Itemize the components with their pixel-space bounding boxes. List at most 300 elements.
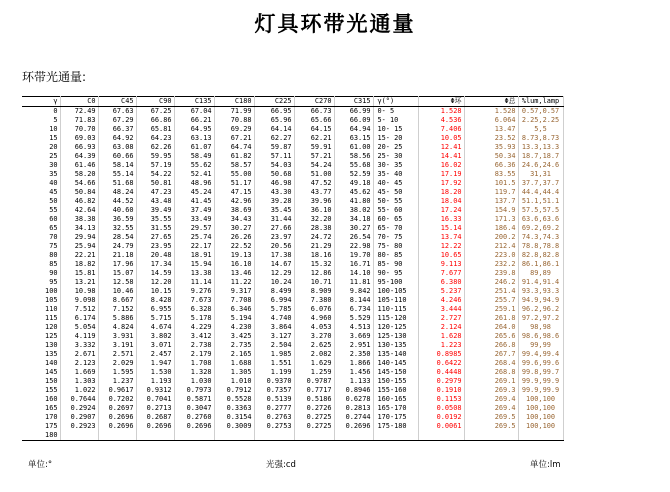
table-cell: 165: [22, 404, 60, 413]
table-cell: 61.82: [214, 152, 254, 161]
table-cell: 34.13: [60, 224, 98, 233]
table-cell: 12.58: [98, 278, 136, 287]
table-cell: 2.504: [254, 341, 294, 350]
table-cell: 43.77: [294, 188, 334, 197]
table-cell: 67.21: [214, 134, 254, 143]
table-cell: 2.25,2.25: [518, 116, 563, 125]
table-cell: 30: [22, 161, 60, 170]
table-cell: 4.230: [214, 323, 254, 332]
table-cell: 1.133: [334, 377, 373, 386]
table-cell: 38.02: [334, 206, 373, 215]
table-cell: 46.82: [60, 197, 98, 206]
table-cell: 180: [22, 431, 60, 441]
table-cell: 60.66: [98, 152, 136, 161]
table-cell: 74.3,74.3: [518, 233, 563, 242]
table-cell: 9.276: [174, 287, 214, 296]
table-cell: 18.04: [418, 197, 464, 206]
table-row: [22, 107, 563, 117]
table-cell: 50.34: [464, 152, 518, 161]
table-cell: 1.595: [98, 368, 136, 377]
table-row: [22, 368, 563, 377]
table-cell: 0.3009: [214, 422, 254, 431]
table-cell: 13.47: [464, 125, 518, 134]
table-cell: 11.14: [174, 278, 214, 287]
table-cell: 1.010: [214, 377, 254, 386]
table-cell: 66.73: [294, 107, 334, 117]
table-cell: 2.165: [214, 350, 254, 359]
table-cell: 29.94: [60, 233, 98, 242]
table-cell: 3.191: [98, 341, 136, 350]
table-cell: 17.34: [136, 260, 174, 269]
table-cell: 3.444: [418, 305, 464, 314]
table-cell: 8.499: [254, 287, 294, 296]
table-cell: [174, 431, 214, 441]
table-cell: 39.96: [294, 197, 334, 206]
table-cell: 8.144: [334, 296, 373, 305]
table-cell: 0.0508: [418, 404, 464, 413]
table-cell: 66.99: [334, 107, 373, 117]
table-row: [22, 143, 563, 152]
table-cell: 52.59: [334, 170, 373, 179]
table-row: [22, 179, 563, 188]
table-cell: 63.08: [98, 143, 136, 152]
table-cell: 13.3,13.3: [518, 143, 563, 152]
table-cell: 17.92: [418, 179, 464, 188]
table-row: [22, 215, 563, 224]
table-row: [22, 431, 563, 441]
table-cell: 58.20: [60, 170, 98, 179]
table-cell: 38.38: [60, 215, 98, 224]
table-cell: 36.59: [98, 215, 136, 224]
table-cell: 59.95: [136, 152, 174, 161]
table-cell: 57.5,57.5: [518, 206, 563, 215]
table-cell: 2.082: [294, 350, 334, 359]
table-cell: 85: [22, 260, 60, 269]
table-cell: 0.2777: [254, 404, 294, 413]
table-cell: 37.7,37.7: [518, 179, 563, 188]
table-cell: 50- 55: [373, 197, 418, 206]
table-cell: 18.82: [60, 260, 98, 269]
table-cell: 7.406: [418, 125, 464, 134]
table-cell: 269.4: [464, 404, 518, 413]
table-cell: 47.23: [136, 188, 174, 197]
table-cell: 18.7,18.7: [518, 152, 563, 161]
table-row: [22, 314, 563, 323]
table-cell: 268.4: [464, 359, 518, 368]
table-cell: 63.13: [174, 134, 214, 143]
table-cell: 1.688: [214, 359, 254, 368]
table-cell: 0.9370: [254, 377, 294, 386]
table-cell: 2.625: [294, 341, 334, 350]
table-cell: 4.536: [418, 116, 464, 125]
table-cell: 31,31: [518, 170, 563, 179]
table-cell: 5.529: [334, 314, 373, 323]
table-cell: 1.628: [418, 332, 464, 341]
table-cell: 72.49: [60, 107, 98, 117]
table-cell: 6.076: [294, 305, 334, 314]
table-cell: 3.669: [334, 332, 373, 341]
table-cell: 65: [22, 224, 60, 233]
table-cell: 40- 45: [373, 179, 418, 188]
table-cell: 0.6278: [334, 395, 373, 404]
table-cell: 51.1,51.1: [518, 197, 563, 206]
column-header: C45: [98, 97, 136, 107]
table-cell: 2.123: [60, 359, 98, 368]
table-row: [22, 206, 563, 215]
table-row: [22, 188, 563, 197]
table-cell: 170: [22, 413, 60, 422]
table-cell: [373, 431, 418, 441]
table-cell: 42.64: [60, 206, 98, 215]
table-cell: 4.674: [136, 323, 174, 332]
table-cell: 30.27: [334, 224, 373, 233]
table-cell: [334, 431, 373, 441]
table-cell: 24.79: [98, 242, 136, 251]
table-cell: 35.55: [136, 215, 174, 224]
table-row: [22, 269, 563, 278]
table-cell: 137.7: [464, 197, 518, 206]
table-cell: 8.428: [136, 296, 174, 305]
table-cell: 95: [22, 278, 60, 287]
table-row: [22, 359, 563, 368]
table-cell: 45: [22, 188, 60, 197]
table-cell: 1.237: [98, 377, 136, 386]
table-row: [22, 413, 563, 422]
table-cell: 70.70: [60, 125, 98, 134]
table-cell: 24.72: [294, 233, 334, 242]
table-cell: 0.5186: [294, 395, 334, 404]
table-cell: 269.3: [464, 386, 518, 395]
table-cell: 23.97: [254, 233, 294, 242]
table-cell: 1.223: [418, 341, 464, 350]
table-cell: 6.328: [174, 305, 214, 314]
table-cell: 0.2696: [136, 422, 174, 431]
table-cell: 2.457: [136, 350, 174, 359]
table-cell: 8.909: [294, 287, 334, 296]
table-cell: 31.44: [254, 215, 294, 224]
table-cell: 0.2753: [254, 422, 294, 431]
table-cell: 16.71: [334, 260, 373, 269]
table-cell: 4.119: [60, 332, 98, 341]
table-cell: 54.22: [136, 170, 174, 179]
table-row: [22, 350, 563, 359]
table-cell: 35.93: [464, 143, 518, 152]
table-cell: 0.3154: [214, 413, 254, 422]
table-cell: 64.94: [334, 125, 373, 134]
intensity-unit-label: 光强:cd: [266, 460, 296, 470]
table-cell: 27.65: [136, 233, 174, 242]
table-cell: 246.2: [464, 278, 518, 287]
table-cell: 64.15: [294, 125, 334, 134]
table-cell: 47.52: [294, 179, 334, 188]
table-cell: 48.96: [174, 179, 214, 188]
table-cell: 160: [22, 395, 60, 404]
table-cell: 7.677: [418, 269, 464, 278]
table-cell: 212.4: [464, 242, 518, 251]
table-cell: 1.528: [464, 107, 518, 117]
table-cell: 64.39: [60, 152, 98, 161]
table-cell: 15.32: [294, 260, 334, 269]
column-header: %lum,lamp: [518, 97, 563, 107]
table-cell: 50: [22, 197, 60, 206]
table-cell: 91.4,91.4: [518, 278, 563, 287]
table-row: [22, 170, 563, 179]
table-cell: 115: [22, 314, 60, 323]
table-cell: 1.947: [136, 359, 174, 368]
zonal-flux-table: [22, 96, 564, 441]
table-cell: 38.69: [214, 206, 254, 215]
table-cell: 44.4,44.4: [518, 188, 563, 197]
table-cell: 0.2744: [334, 413, 373, 422]
table-cell: 50.81: [136, 179, 174, 188]
table-cell: 10.46: [98, 287, 136, 296]
table-cell: 0.2725: [294, 422, 334, 431]
table-cell: 23.95: [136, 242, 174, 251]
table-cell: 26.26: [214, 233, 254, 242]
table-cell: 61.00: [334, 143, 373, 152]
table-cell: 100,100: [518, 395, 563, 404]
table-cell: 4.960: [294, 314, 334, 323]
table-cell: 34.18: [334, 215, 373, 224]
table-cell: 1.259: [294, 368, 334, 377]
table-cell: 1.530: [136, 368, 174, 377]
table-cell: 259.1: [464, 305, 518, 314]
table-cell: 1.193: [136, 377, 174, 386]
table-cell: 140: [22, 359, 60, 368]
table-cell: 65- 70: [373, 224, 418, 233]
table-cell: 63.15: [334, 134, 373, 143]
table-cell: 50.84: [60, 188, 98, 197]
table-cell: 11.22: [214, 278, 254, 287]
table-cell: 67.04: [174, 107, 214, 117]
table-cell: 3.931: [98, 332, 136, 341]
table-cell: 10.98: [60, 287, 98, 296]
table-cell: 99.8,99.7: [518, 368, 563, 377]
table-cell: 93.3,93.3: [518, 287, 563, 296]
table-cell: 268.8: [464, 368, 518, 377]
table-cell: 60- 65: [373, 215, 418, 224]
table-cell: 5,5: [518, 125, 563, 134]
table-cell: 5.194: [214, 314, 254, 323]
table-cell: 70: [22, 233, 60, 242]
table-cell: 28.38: [294, 224, 334, 233]
table-cell: 25.74: [174, 233, 214, 242]
column-header: C135: [174, 97, 214, 107]
table-cell: 15: [22, 134, 60, 143]
table-row: [22, 341, 563, 350]
table-cell: 78.8,78.8: [518, 242, 563, 251]
table-cell: 95-100: [373, 278, 418, 287]
table-cell: 62.26: [136, 143, 174, 152]
table-cell: 25: [22, 152, 60, 161]
table-cell: 18.20: [418, 188, 464, 197]
table-cell: 0.0061: [418, 422, 464, 431]
table-cell: 21.18: [98, 251, 136, 260]
table-cell: 4.053: [294, 323, 334, 332]
table-cell: 14.59: [136, 269, 174, 278]
table-cell: 55.14: [98, 170, 136, 179]
table-cell: 4.246: [418, 296, 464, 305]
table-cell: 223.0: [464, 251, 518, 260]
table-cell: 1.708: [174, 359, 214, 368]
table-cell: 35: [22, 170, 60, 179]
table-cell: 66.95: [254, 107, 294, 117]
table-cell: 86.1,86.1: [518, 260, 563, 269]
table-cell: 239.8: [464, 269, 518, 278]
table-cell: 5.237: [418, 287, 464, 296]
table-cell: 89,89: [518, 269, 563, 278]
table-cell: 9.317: [214, 287, 254, 296]
table-cell: 14.67: [254, 260, 294, 269]
table-cell: 35.45: [254, 206, 294, 215]
table-cell: 155: [22, 386, 60, 395]
table-cell: 65.96: [254, 116, 294, 125]
table-cell: 36.10: [294, 206, 334, 215]
table-cell: 71.99: [214, 107, 254, 117]
table-cell: 55- 60: [373, 206, 418, 215]
table-cell: 98,98: [518, 323, 563, 332]
table-cell: 4.513: [334, 323, 373, 332]
table-cell: 19.70: [334, 251, 373, 260]
table-cell: 10.71: [294, 278, 334, 287]
table-cell: 3.127: [254, 332, 294, 341]
table-cell: 19.13: [214, 251, 254, 260]
table-cell: 26.54: [334, 233, 373, 242]
table-cell: 63.6,63.6: [518, 215, 563, 224]
table-cell: 269.1: [464, 377, 518, 386]
table-cell: 0.7202: [98, 395, 136, 404]
table-cell: 55: [22, 206, 60, 215]
table-cell: 15.81: [60, 269, 98, 278]
table-cell: 13.46: [214, 269, 254, 278]
table-cell: 5: [22, 116, 60, 125]
table-cell: 1.551: [254, 359, 294, 368]
table-cell: 66.37: [98, 125, 136, 134]
table-cell: 75- 80: [373, 242, 418, 251]
column-header: γ(°): [373, 97, 418, 107]
table-cell: 0.9617: [98, 386, 136, 395]
table-cell: 2.727: [418, 314, 464, 323]
table-cell: 66.21: [174, 116, 214, 125]
table-cell: 55.62: [174, 161, 214, 170]
table-cell: 0.2726: [294, 404, 334, 413]
table-cell: 51.68: [98, 179, 136, 188]
table-cell: 33.49: [174, 215, 214, 224]
column-header: C315: [334, 97, 373, 107]
table-cell: 65.81: [136, 125, 174, 134]
table-cell: 2.951: [334, 341, 373, 350]
table-cell: 10.05: [418, 134, 464, 143]
table-cell: 5.054: [60, 323, 98, 332]
table-cell: 145-150: [373, 368, 418, 377]
table-cell: 9.842: [334, 287, 373, 296]
table-cell: 0.6422: [418, 359, 464, 368]
table-cell: 1.022: [60, 386, 98, 395]
table-cell: 30- 35: [373, 161, 418, 170]
table-cell: 10- 15: [373, 125, 418, 134]
table-cell: 7.380: [294, 296, 334, 305]
table-row: [22, 287, 563, 296]
table-cell: 0.0192: [418, 413, 464, 422]
table-cell: 29.57: [174, 224, 214, 233]
table-row: [22, 242, 563, 251]
table-cell: 160-165: [373, 395, 418, 404]
table-cell: 150: [22, 377, 60, 386]
table-cell: 9.113: [418, 260, 464, 269]
table-cell: 22.21: [60, 251, 98, 260]
table-cell: 51.17: [214, 179, 254, 188]
table-cell: 2.124: [418, 323, 464, 332]
table-cell: 12.22: [418, 242, 464, 251]
table-row: [22, 422, 563, 431]
table-cell: 1.528: [418, 107, 464, 117]
table-cell: 99.4,99.4: [518, 350, 563, 359]
table-cell: 16.33: [418, 215, 464, 224]
table-cell: 35- 40: [373, 170, 418, 179]
flux-unit-label: 单位:lm: [530, 460, 561, 470]
table-cell: 0.2696: [174, 422, 214, 431]
table-cell: 15.14: [418, 224, 464, 233]
table-cell: 57.19: [136, 161, 174, 170]
table-cell: 0.7644: [60, 395, 98, 404]
column-header: C225: [254, 97, 294, 107]
table-cell: 2.029: [98, 359, 136, 368]
table-cell: 59.91: [294, 143, 334, 152]
table-cell: 31.55: [136, 224, 174, 233]
table-cell: 7.512: [60, 305, 98, 314]
table-cell: 0.2923: [60, 422, 98, 431]
column-header: γ: [22, 97, 60, 107]
table-cell: 20: [22, 143, 60, 152]
table-cell: 0.2696: [334, 422, 373, 431]
table-cell: 12.29: [254, 269, 294, 278]
table-cell: [518, 431, 563, 441]
table-cell: 10: [22, 125, 60, 134]
table-cell: 4.229: [174, 323, 214, 332]
table-cell: 57.11: [254, 152, 294, 161]
table-cell: 0.1910: [418, 386, 464, 395]
table-cell: 21.29: [294, 242, 334, 251]
table-row: [22, 134, 563, 143]
table-cell: 90- 95: [373, 269, 418, 278]
table-cell: 1.456: [334, 368, 373, 377]
table-cell: 10.24: [254, 278, 294, 287]
table-cell: [136, 431, 174, 441]
table-cell: 66.93: [60, 143, 98, 152]
table-cell: 98.6,98.6: [518, 332, 563, 341]
table-row: [22, 305, 563, 314]
table-cell: 49.18: [334, 179, 373, 188]
table-cell: 54.66: [60, 179, 98, 188]
table-cell: 0.2696: [98, 422, 136, 431]
table-cell: 5- 10: [373, 116, 418, 125]
table-cell: [418, 431, 464, 441]
column-header: C180: [214, 97, 254, 107]
table-cell: 2.735: [214, 341, 254, 350]
table-cell: 1.866: [334, 359, 373, 368]
table-cell: 7.708: [214, 296, 254, 305]
table-cell: 13.21: [60, 278, 98, 287]
table-cell: 96.2,96.2: [518, 305, 563, 314]
table-cell: 6.346: [214, 305, 254, 314]
table-cell: 0.3047: [174, 404, 214, 413]
table-cell: 110-115: [373, 305, 418, 314]
table-cell: 90: [22, 269, 60, 278]
table-cell: 25.94: [60, 242, 98, 251]
table-cell: 2.179: [174, 350, 214, 359]
table-cell: 60: [22, 215, 60, 224]
table-cell: 45.24: [174, 188, 214, 197]
